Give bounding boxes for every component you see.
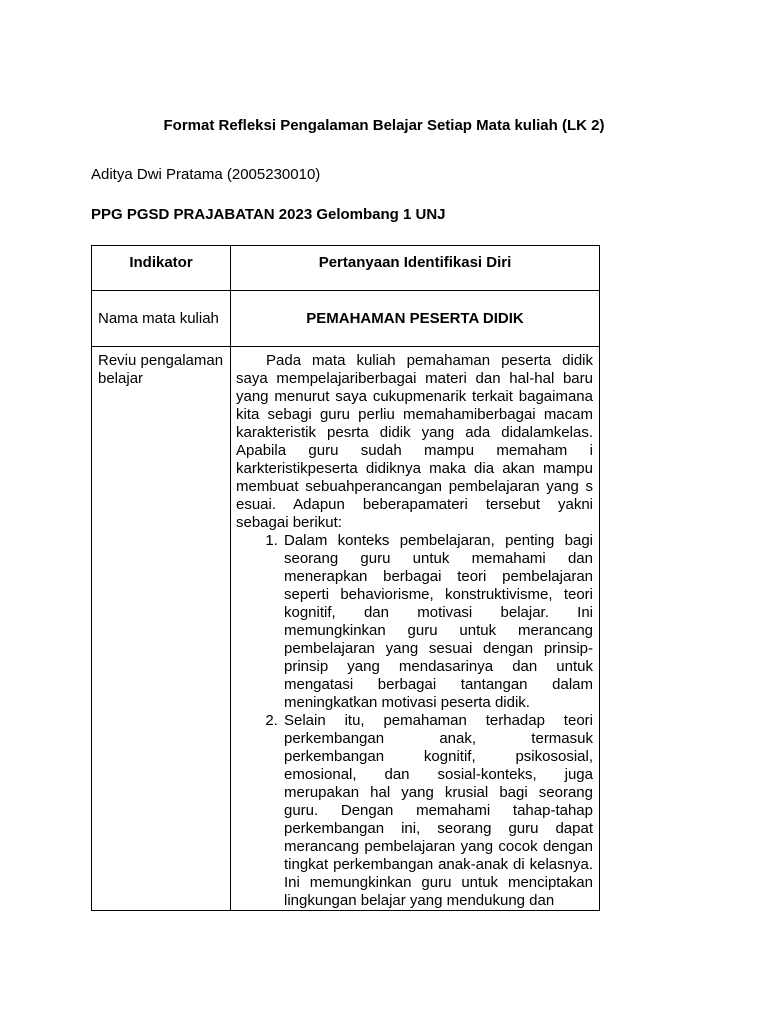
table-row-course-name	[92, 291, 600, 347]
course-name-label: Nama mata kuliah	[92, 291, 231, 347]
author-line: Aditya Dwi Pratama (2005230010)	[91, 166, 321, 183]
review-intro: Pada mata kuliah pemahaman peserta didik saya mempelajariberbagai materi dan hal-hal baru yang menurut saya cukupmenarik terkait bagaimana kita sebagi guru perliu memahamiberbagai macam karakteristik pesrta didik yang ada didalamkelas. Apabila guru sudah mampu memaham i karkteristikpeserta didiknya maka dia akan mampu membuat sebuahperancangan pembelajaran yang s esuai. Adapun beberapamateri tersebut yakni sebagai berikut:	[236, 352, 593, 531]
header-indikator: Indikator	[92, 246, 231, 291]
document-title: Format Refleksi Pengalaman Belajar Setiap Mata kuliah (LK 2)	[163, 117, 605, 134]
table-row-review	[92, 347, 600, 911]
review-list	[236, 532, 593, 910]
course-name-value: PEMAHAMAN PESERTA DIDIK	[231, 291, 600, 347]
review-label: Reviu pengalaman belajar	[92, 347, 231, 911]
review-content	[231, 347, 600, 911]
list-item: 2. Selain itu, pemahaman terhadap teori perkembangan anak, termasuk perkembangan kognitif, psikososial, emosional, dan sosial-konteks, juga merupakan hal yang krusial bagi seorang guru. Dengan memahami tahap-tahap perkembangan ini, seorang guru dapat merancang pembelajaran yang cocok dengan tingkat perkembangan anak-anak di kelasnya. Ini memungkinkan guru untuk menciptakan lingkungan belajar yang mendukung dan	[282, 712, 593, 910]
reflection-table	[91, 245, 600, 911]
header-pertanyaan: Pertanyaan Identifikasi Diri	[231, 246, 600, 291]
list-item: 1. Dalam konteks pembelajaran, penting bagi seorang guru untuk memahami dan menerapkan berbagai teori pembelajaran seperti behaviorisme, konstruktivisme, teori kognitif, dan motivasi belajar. Ini memungkinkan guru untuk merancang pembelajaran yang sesuai dengan prinsip-prinsip yang mendasarinya dan untuk mengatasi berbagai tantangan dalam meningkatkan motivasi peserta didik.	[282, 532, 593, 712]
table-header-row	[92, 246, 600, 291]
program-line: PPG PGSD PRAJABATAN 2023 Gelombang 1 UNJ	[91, 206, 446, 223]
